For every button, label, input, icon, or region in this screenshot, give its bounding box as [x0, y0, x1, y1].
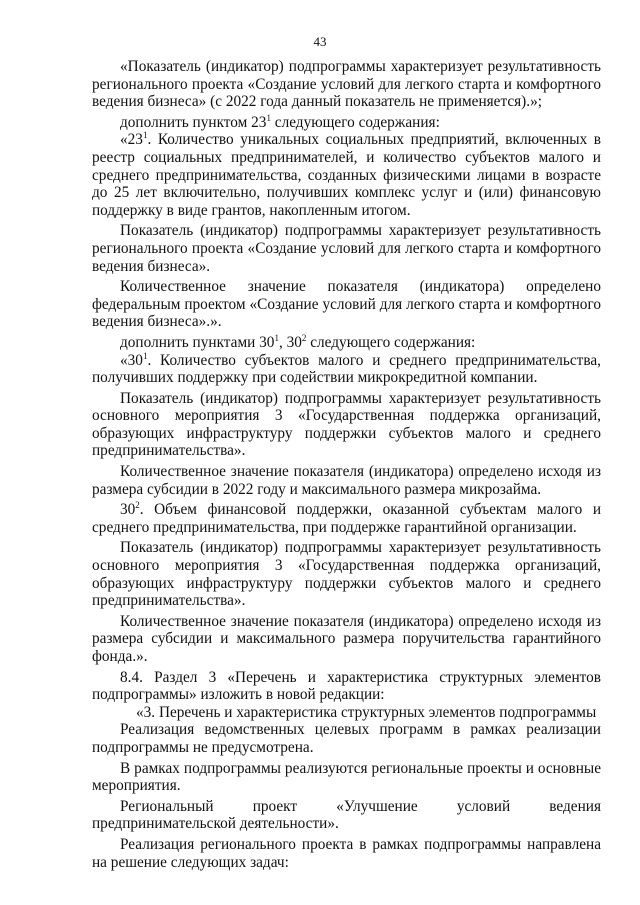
paragraph-indicator-note: «Показатель (индикатор) подпрограммы характеризует результативность регионального проекта «Создание условий для легкого старта и комфортного ведения бизнеса» (с 2022 года данный показатель не применяется).»; [92, 58, 601, 111]
paragraph-regional-project-tasks: Реализация регионального проекта в рамках подпрограммы направлена на решение следующих задач: [92, 835, 601, 871]
paragraph-add-points-30: дополнить пунктами $30^1$, $30^2$ следующего содержания: [120, 332, 476, 351]
paragraph-quantity-federal-project: Количественное значение показателя (индикатора) определено федеральным проектом «Создание условий для легкого старта и комфортного ведения бизнеса».». [92, 278, 601, 331]
document-body [92, 58, 601, 871]
paragraph-indicator-regional-project: Показатель (индикатор) подпрограммы характеризует результативность регионального проекта «Создание условий для легкого старта и комфортного ведения бизнеса». [92, 222, 601, 275]
paragraph-point-30-1: «$30^1$. Количество субъектов малого и среднего предпринимательства, получивших поддержку при содействии микрокредитной компании. [92, 350, 601, 387]
paragraph-section-3-title: «3. Перечень и характеристика структурных элементов подпрограммы [136, 703, 597, 721]
paragraph-point-23-1: «$23^1$. Количество уникальных социальных предприятий, включенных в реестр социальных предпринимателей, и количество субъектов малого и среднего предпринимательства, созданных физическими лицами в возрасте до 25 лет включительно, получивших комплекс услуг и (или) финансовую поддержку в виде грантов, накопленным итогом. [92, 130, 601, 219]
paragraph-indicator-main-activity-3: Показатель (индикатор) подпрограммы характеризует результативность основного мероприятия 3 «Государственная поддержка организаций, образующих инфраструктуру поддержки субъектов малого и среднего предпринимательства». [92, 389, 601, 460]
paragraph-point-30-2: $30^2$. Объем финансовой поддержки, оказанной субъектам малого и среднего предпринимательства, при поддержке гарантийной организации. [92, 500, 601, 536]
page-number: 43 [313, 34, 327, 49]
paragraph-quantity-guarantee: Количественное значение показателя (индикатора) определено исходя из размера субсидии и максимального размера поручительства гарантийного фонда.». [92, 612, 601, 665]
paragraph-regional-project-name: Региональный проект «Улучшение условий ведения предпринимательской деятельности». [92, 797, 601, 833]
paragraph-indicator-main-activity-3-b: Показатель (индикатор) подпрограммы характеризует результативность основного мероприятия 3 «Государственная поддержка организаций, образующих инфраструктуру поддержки субъектов малого и среднего предпринимательства». [92, 539, 601, 610]
paragraph-quantity-microloan: Количественное значение показателя (индикатора) определено исходя из размера субсидии в 2022 году и максимального размера микрозайма. [92, 463, 601, 498]
paragraph-regional-projects: В рамках подпрограммы реализуются региональные проекты и основные мероприятия. [92, 759, 601, 795]
paragraph-section-3-amendment: 8.4. Раздел 3 «Перечень и характеристика структурных элементов подпрограммы» изложить в новой редакции: [92, 668, 601, 704]
paragraph-add-point-23-1: дополнить пунктом $23^1$ следующего содержания: [120, 112, 440, 131]
paragraph-departmental-programs: Реализация ведомственных целевых программ в рамках реализации подпрограммы не предусмотрена. [92, 721, 601, 756]
